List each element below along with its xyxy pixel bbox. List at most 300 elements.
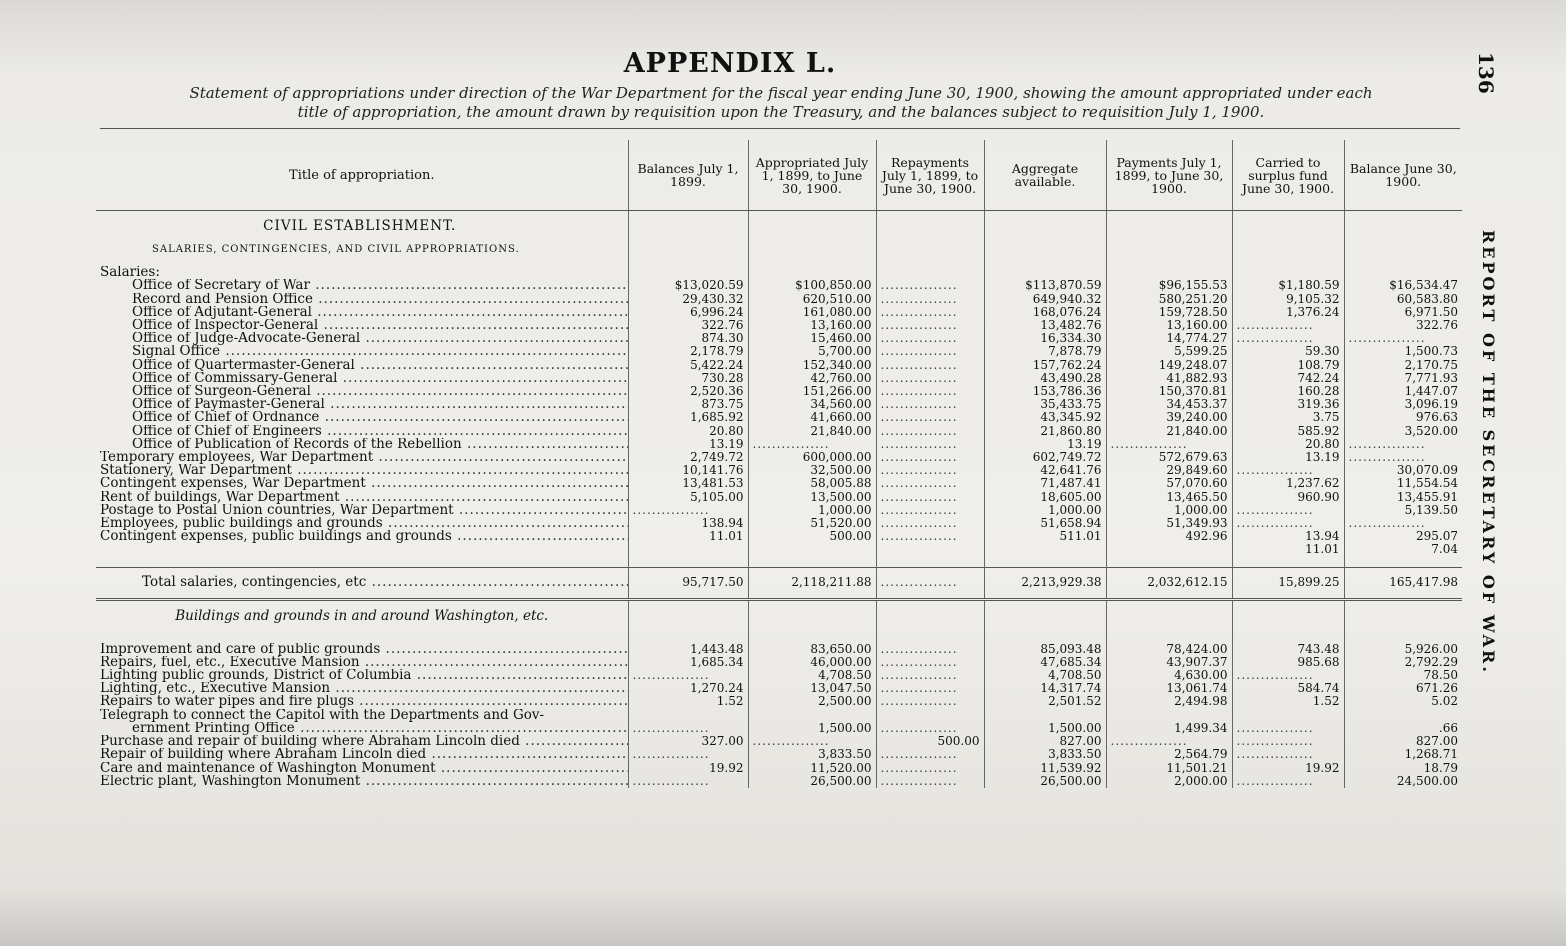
cell-g: 168,076.24 xyxy=(984,306,1106,319)
row-title: Improvement and care of public grounds ..... xyxy=(96,643,628,656)
cell-a: 3,833.50 xyxy=(748,748,876,761)
cell-s: ................ xyxy=(1232,775,1344,788)
cell-g xyxy=(984,543,1106,556)
cell-p: 78,424.00 xyxy=(1106,643,1232,656)
cell-b: 6,996.24 xyxy=(628,306,748,319)
cell-e: 5.02 xyxy=(1344,695,1462,708)
section-salaries-sub: SALARIES, CONTINGENCIES, AND CIVIL APPROPRIATIONS. xyxy=(152,244,520,255)
table-row xyxy=(96,319,1462,332)
cell-r: ................ xyxy=(876,332,984,345)
cell-e: $16,534.47 xyxy=(1344,279,1462,292)
cell-b: 327.00 xyxy=(628,735,748,748)
cell-b: 19.92 xyxy=(628,762,748,775)
cell-p: $96,155.53 xyxy=(1106,279,1232,292)
section-civil: CIVIL ESTABLISHMENT. xyxy=(263,218,457,235)
col-payments: Payments July 1, 1899, to June 30, 1900. xyxy=(1106,140,1232,211)
cell-a: 46,000.00 xyxy=(748,656,876,669)
cell-a: 500.00 xyxy=(748,530,876,543)
table-row xyxy=(96,656,1462,669)
row-title: Office of Judge-Advocate-General ..... xyxy=(96,332,628,345)
cell-a: 152,340.00 xyxy=(748,359,876,372)
cell-g: 21,860.80 xyxy=(984,425,1106,438)
cell-g: 18,605.00 xyxy=(984,491,1106,504)
table-row xyxy=(96,491,1462,504)
table-row xyxy=(96,735,1462,748)
cell-r xyxy=(876,543,984,556)
col-balance-1900: Balance June 30, 1900. xyxy=(1344,140,1462,211)
cell-s: $1,180.59 xyxy=(1232,279,1344,292)
cell-s: ................ xyxy=(1232,735,1344,748)
cell-a: 620,510.00 xyxy=(748,293,876,306)
cell-r: ................ xyxy=(876,504,984,517)
cell-b: 1,443.48 xyxy=(628,643,748,656)
cell-b: 5,105.00 xyxy=(628,491,748,504)
cell-a: 15,460.00 xyxy=(748,332,876,345)
row-title: Repairs to water pipes and fire plugs ..... xyxy=(96,695,628,708)
cell-b: 2,749.72 xyxy=(628,451,748,464)
cell-p: 34,453.37 xyxy=(1106,398,1232,411)
row-title: Temporary employees, War Department ..... xyxy=(96,451,628,464)
col-repayments: Repayments July 1, 1899, to June 30, 1900. xyxy=(876,140,984,211)
cell-p: 1,499.34 xyxy=(1106,722,1232,735)
top-rule xyxy=(100,128,1460,129)
cell-s: ................ xyxy=(1232,319,1344,332)
cell-s: 584.74 xyxy=(1232,682,1344,695)
col-balances-1899: Balances July 1, 1899. xyxy=(628,140,748,211)
cell-b: 874.30 xyxy=(628,332,748,345)
cell-s: 15,899.25 xyxy=(1232,567,1344,599)
table-row xyxy=(96,669,1462,682)
table-row xyxy=(96,372,1462,385)
cell-e: .66 xyxy=(1344,722,1462,735)
table-row xyxy=(96,411,1462,424)
cell-a: 34,560.00 xyxy=(748,398,876,411)
cell-r: ................ xyxy=(876,567,984,599)
cell-s: 11.01 xyxy=(1232,543,1344,556)
table-row xyxy=(96,748,1462,761)
row-title: Office of Adjutant-General ..... xyxy=(96,306,628,319)
cell-s: 743.48 xyxy=(1232,643,1344,656)
cell-g: 2,213,929.38 xyxy=(984,567,1106,599)
cell-a: 2,500.00 xyxy=(748,695,876,708)
cell-a: 83,650.00 xyxy=(748,643,876,656)
col-surplus: Carried to surplus fund June 30, 1900. xyxy=(1232,140,1344,211)
cell-b: 2,520.36 xyxy=(628,385,748,398)
col-title: Title of appropriation. xyxy=(96,140,628,211)
cell-a: 600,000.00 xyxy=(748,451,876,464)
salaries-head-row xyxy=(96,266,1462,279)
cell-b: 138.94 xyxy=(628,517,748,530)
cell-b: 13.19 xyxy=(628,438,748,451)
cell-a: 11,520.00 xyxy=(748,762,876,775)
cell-p: ................ xyxy=(1106,735,1232,748)
cell-r: ................ xyxy=(876,425,984,438)
cell-g: 157,762.24 xyxy=(984,359,1106,372)
cell-g: 7,878.79 xyxy=(984,345,1106,358)
table-row xyxy=(96,530,1462,543)
table-row xyxy=(96,517,1462,530)
cell-b: 1,685.92 xyxy=(628,411,748,424)
table-header-row xyxy=(96,140,1462,211)
cell-g: 16,334.30 xyxy=(984,332,1106,345)
cell-e: 1,500.73 xyxy=(1344,345,1462,358)
cell-a: 32,500.00 xyxy=(748,464,876,477)
cell-r: ................ xyxy=(876,643,984,656)
cell-b: 13,481.53 xyxy=(628,477,748,490)
cell-b: 873.75 xyxy=(628,398,748,411)
cell-g: 13,482.76 xyxy=(984,319,1106,332)
cell-r: ................ xyxy=(876,411,984,424)
row-title: Office of Chief of Ordnance ..... xyxy=(96,411,628,424)
cell-p: 43,907.37 xyxy=(1106,656,1232,669)
cell-s: 20.80 xyxy=(1232,438,1344,451)
cell-e: 671.26 xyxy=(1344,682,1462,695)
row-title: Purchase and repair of building where Abraham Lincoln died ..... xyxy=(96,735,628,748)
cell-p: 41,882.93 xyxy=(1106,372,1232,385)
cell-r: ................ xyxy=(876,748,984,761)
cell-e: ................ xyxy=(1344,438,1462,451)
table-row xyxy=(96,762,1462,775)
cell-s xyxy=(1232,709,1344,722)
cell-p: 4,630.00 xyxy=(1106,669,1232,682)
row-title: Office of Surgeon-General ..... xyxy=(96,385,628,398)
row-title: Electric plant, Washington Monument ..... xyxy=(96,775,628,788)
cell-p: ................ xyxy=(1106,438,1232,451)
section-civil-row xyxy=(96,211,1462,244)
cell-b: ................ xyxy=(628,669,748,682)
cell-s: 59.30 xyxy=(1232,345,1344,358)
cell-r: ................ xyxy=(876,345,984,358)
cell-s: ................ xyxy=(1232,722,1344,735)
cell-e: 1,268.71 xyxy=(1344,748,1462,761)
cell-r: ................ xyxy=(876,385,984,398)
caption-line-2: title of appropriation, the amount drawn by requisition upon the Treasury, and the balances subject to requisition July 1, 1900. xyxy=(297,103,1265,121)
table-row xyxy=(96,695,1462,708)
cell-a: 161,080.00 xyxy=(748,306,876,319)
cell-r: ................ xyxy=(876,398,984,411)
cell-a: 151,266.00 xyxy=(748,385,876,398)
cell-r: ................ xyxy=(876,279,984,292)
cell-p: 14,774.27 xyxy=(1106,332,1232,345)
cell-r: ................ xyxy=(876,656,984,669)
cell-r xyxy=(876,709,984,722)
cell-g: 827.00 xyxy=(984,735,1106,748)
row-title xyxy=(96,543,628,556)
cell-e: ................ xyxy=(1344,517,1462,530)
cell-s: 13.19 xyxy=(1232,451,1344,464)
cell-p: 580,251.20 xyxy=(1106,293,1232,306)
cell-s: 1,376.24 xyxy=(1232,306,1344,319)
cell-g: $113,870.59 xyxy=(984,279,1106,292)
cell-a xyxy=(748,709,876,722)
cell-a: 13,500.00 xyxy=(748,491,876,504)
cell-e: 2,792.29 xyxy=(1344,656,1462,669)
row-title: Office of Secretary of War ..... xyxy=(96,279,628,292)
cell-a: 58,005.88 xyxy=(748,477,876,490)
cell-s: 160.28 xyxy=(1232,385,1344,398)
cell-g: 47,685.34 xyxy=(984,656,1106,669)
table-row xyxy=(96,504,1462,517)
cell-p: 13,160.00 xyxy=(1106,319,1232,332)
cell-r: ................ xyxy=(876,722,984,735)
cell-p: 572,679.63 xyxy=(1106,451,1232,464)
cell-b xyxy=(628,543,748,556)
table-row xyxy=(96,398,1462,411)
row-title: Record and Pension Office ..... xyxy=(96,293,628,306)
cell-e: 24,500.00 xyxy=(1344,775,1462,788)
cell-g: 602,749.72 xyxy=(984,451,1106,464)
table-row xyxy=(96,332,1462,345)
cell-e: 7,771.93 xyxy=(1344,372,1462,385)
row-title: Contingent expenses, War Department ..... xyxy=(96,477,628,490)
cell-b: 29,430.32 xyxy=(628,293,748,306)
total-row xyxy=(96,567,1462,599)
cell-g: 35,433.75 xyxy=(984,398,1106,411)
row-title: Office of Quartermaster-General ..... xyxy=(96,359,628,372)
cell-a: ................ xyxy=(748,438,876,451)
cell-e: 322.76 xyxy=(1344,319,1462,332)
cell-g: 2,501.52 xyxy=(984,695,1106,708)
row-title: Office of Paymaster-General ..... xyxy=(96,398,628,411)
cell-r: ................ xyxy=(876,530,984,543)
cell-b: 95,717.50 xyxy=(628,567,748,599)
cell-s: 960.90 xyxy=(1232,491,1344,504)
row-title: Stationery, War Department ..... xyxy=(96,464,628,477)
cell-g: 42,641.76 xyxy=(984,464,1106,477)
cell-p xyxy=(1106,709,1232,722)
salaries-head: Salaries: xyxy=(100,266,160,280)
cell-e: 827.00 xyxy=(1344,735,1462,748)
cell-s: 1,237.62 xyxy=(1232,477,1344,490)
row-title: Office of Inspector-General ..... xyxy=(96,319,628,332)
cell-a: 2,118,211.88 xyxy=(748,567,876,599)
table-body xyxy=(96,211,1462,788)
cell-e: 976.63 xyxy=(1344,411,1462,424)
row-title: Lighting, etc., Executive Mansion ..... xyxy=(96,682,628,695)
cell-e xyxy=(1344,709,1462,722)
cell-b: 20.80 xyxy=(628,425,748,438)
cell-b: 1,685.34 xyxy=(628,656,748,669)
table-row xyxy=(96,643,1462,656)
cell-b: ................ xyxy=(628,775,748,788)
cell-g: 13.19 xyxy=(984,438,1106,451)
cell-r: ................ xyxy=(876,464,984,477)
cell-b: ................ xyxy=(628,504,748,517)
cell-p: 150,370.81 xyxy=(1106,385,1232,398)
cell-g xyxy=(984,709,1106,722)
row-title: Lighting public grounds, District of Columbia ..... xyxy=(96,669,628,682)
row-title: ernment Printing Office ..... xyxy=(96,722,628,735)
cell-p: 21,840.00 xyxy=(1106,425,1232,438)
cell-a: 13,047.50 xyxy=(748,682,876,695)
cell-p: 1,000.00 xyxy=(1106,504,1232,517)
cell-b: ................ xyxy=(628,722,748,735)
cell-p: 149,248.07 xyxy=(1106,359,1232,372)
cell-s: ................ xyxy=(1232,669,1344,682)
table-row xyxy=(96,775,1462,788)
table-row xyxy=(96,722,1462,735)
cell-s: 19.92 xyxy=(1232,762,1344,775)
cell-a: 21,840.00 xyxy=(748,425,876,438)
row-title: Care and maintenance of Washington Monument ..... xyxy=(96,762,628,775)
cell-e: 11,554.54 xyxy=(1344,477,1462,490)
cell-r: 500.00 xyxy=(876,735,984,748)
row-title: Total salaries, contingencies, etc ..... xyxy=(96,567,628,599)
cell-p: 2,494.98 xyxy=(1106,695,1232,708)
cell-s: 985.68 xyxy=(1232,656,1344,669)
cell-p: 13,465.50 xyxy=(1106,491,1232,504)
cell-b: 1,270.24 xyxy=(628,682,748,695)
section-salaries-sub-row xyxy=(96,243,1462,256)
cell-g: 51,658.94 xyxy=(984,517,1106,530)
appropriations-table xyxy=(96,140,1462,788)
cell-s: 9,105.32 xyxy=(1232,293,1344,306)
cell-r: ................ xyxy=(876,682,984,695)
cell-r: ................ xyxy=(876,451,984,464)
cell-a: 41,660.00 xyxy=(748,411,876,424)
cell-r: ................ xyxy=(876,359,984,372)
cell-e: 13,455.91 xyxy=(1344,491,1462,504)
cell-e: 5,926.00 xyxy=(1344,643,1462,656)
cell-a: 1,500.00 xyxy=(748,722,876,735)
table-row xyxy=(96,451,1462,464)
cell-r: ................ xyxy=(876,438,984,451)
cell-p: 13,061.74 xyxy=(1106,682,1232,695)
cell-g: 11,539.92 xyxy=(984,762,1106,775)
cell-a: 51,520.00 xyxy=(748,517,876,530)
cell-b: 730.28 xyxy=(628,372,748,385)
cell-s: ................ xyxy=(1232,517,1344,530)
table-row xyxy=(96,385,1462,398)
cell-b: 10,141.76 xyxy=(628,464,748,477)
table-row xyxy=(96,438,1462,451)
row-title: Office of Commissary-General ..... xyxy=(96,372,628,385)
cell-b: $13,020.59 xyxy=(628,279,748,292)
row-title: Contingent expenses, public buildings and grounds ..... xyxy=(96,530,628,543)
cell-a: ................ xyxy=(748,735,876,748)
cell-e: 3,520.00 xyxy=(1344,425,1462,438)
cell-e: 18.79 xyxy=(1344,762,1462,775)
cell-e: 5,139.50 xyxy=(1344,504,1462,517)
page-number: 136 xyxy=(1474,52,1498,94)
cell-a: 26,500.00 xyxy=(748,775,876,788)
cell-p: 39,240.00 xyxy=(1106,411,1232,424)
appendix-title: APPENDIX L. xyxy=(623,48,837,79)
cell-g: 85,093.48 xyxy=(984,643,1106,656)
cell-g: 43,490.28 xyxy=(984,372,1106,385)
cell-b xyxy=(628,709,748,722)
table-row xyxy=(96,682,1462,695)
cell-b: 1.52 xyxy=(628,695,748,708)
table-row xyxy=(96,345,1462,358)
table-row xyxy=(96,359,1462,372)
cell-e: 1,447.07 xyxy=(1344,385,1462,398)
row-title: Employees, public buildings and grounds ..... xyxy=(96,517,628,530)
cell-b: 2,178.79 xyxy=(628,345,748,358)
table-row xyxy=(96,709,1462,722)
col-aggregate: Aggregate available. xyxy=(984,140,1106,211)
row-title: Signal Office ..... xyxy=(96,345,628,358)
cell-a: 42,760.00 xyxy=(748,372,876,385)
cell-r: ................ xyxy=(876,517,984,530)
cell-p: 159,728.50 xyxy=(1106,306,1232,319)
cell-e: 6,971.50 xyxy=(1344,306,1462,319)
cell-e: 165,417.98 xyxy=(1344,567,1462,599)
cell-p: 57,070.60 xyxy=(1106,477,1232,490)
cell-s: 108.79 xyxy=(1232,359,1344,372)
cell-p xyxy=(1106,543,1232,556)
cell-e: 60,583.80 xyxy=(1344,293,1462,306)
cell-b: ................ xyxy=(628,748,748,761)
row-title: Rent of buildings, War Department ..... xyxy=(96,491,628,504)
cell-p: 51,349.93 xyxy=(1106,517,1232,530)
cell-g: 71,487.41 xyxy=(984,477,1106,490)
caption-line-1: Statement of appropriations under direction of the War Department for the fiscal year ending June 30, 1900, showing the amount appropriated under each xyxy=(189,84,1373,102)
cell-b: 5,422.24 xyxy=(628,359,748,372)
cell-p: 2,564.79 xyxy=(1106,748,1232,761)
row-title: Office of Chief of Engineers ..... xyxy=(96,425,628,438)
cell-e: 78.50 xyxy=(1344,669,1462,682)
cell-a xyxy=(748,543,876,556)
cell-r: ................ xyxy=(876,319,984,332)
row-title: Telegraph to connect the Capitol with the Departments and Gov- xyxy=(100,708,545,722)
cell-g: 43,345.92 xyxy=(984,411,1106,424)
cell-g: 14,317.74 xyxy=(984,682,1106,695)
cell-p: 11,501.21 xyxy=(1106,762,1232,775)
row-title: Postage to Postal Union countries, War Department ..... xyxy=(96,504,628,517)
cell-r: ................ xyxy=(876,372,984,385)
cell-s: ................ xyxy=(1232,504,1344,517)
cell-g: 1,000.00 xyxy=(984,504,1106,517)
cell-b: 11.01 xyxy=(628,530,748,543)
cell-r: ................ xyxy=(876,775,984,788)
cell-r: ................ xyxy=(876,491,984,504)
table-row xyxy=(96,306,1462,319)
cell-e: ................ xyxy=(1344,451,1462,464)
cell-e: 295.07 xyxy=(1344,530,1462,543)
cell-e: 30,070.09 xyxy=(1344,464,1462,477)
row-title: Repair of building where Abraham Lincoln died ..... xyxy=(96,748,628,761)
cell-r: ................ xyxy=(876,762,984,775)
cell-a: 1,000.00 xyxy=(748,504,876,517)
cell-s: 742.24 xyxy=(1232,372,1344,385)
cell-p: 492.96 xyxy=(1106,530,1232,543)
cell-g: 4,708.50 xyxy=(984,669,1106,682)
table-row xyxy=(96,425,1462,438)
cell-r: ................ xyxy=(876,293,984,306)
cell-p: 2,000.00 xyxy=(1106,775,1232,788)
cell-a: 5,700.00 xyxy=(748,345,876,358)
col-appropriated: Appropriated July 1, 1899, to June 30, 1900. xyxy=(748,140,876,211)
cell-r: ................ xyxy=(876,669,984,682)
cell-s: 3.75 xyxy=(1232,411,1344,424)
cell-s: ................ xyxy=(1232,332,1344,345)
cell-e: 2,170.75 xyxy=(1344,359,1462,372)
running-head: REPORT OF THE SECRETARY OF WAR. xyxy=(1479,230,1498,675)
table-row xyxy=(96,293,1462,306)
statement-caption xyxy=(96,84,1466,122)
row-title: Office of Publication of Records of the Rebellion ..... xyxy=(96,438,628,451)
cell-a: $100,850.00 xyxy=(748,279,876,292)
cell-s: ................ xyxy=(1232,464,1344,477)
cell-p: 5,599.25 xyxy=(1106,345,1232,358)
cell-s: 13.94 xyxy=(1232,530,1344,543)
cell-g: 511.01 xyxy=(984,530,1106,543)
cell-g: 649,940.32 xyxy=(984,293,1106,306)
table-row xyxy=(96,464,1462,477)
cell-r: ................ xyxy=(876,695,984,708)
cell-g: 153,786.36 xyxy=(984,385,1106,398)
